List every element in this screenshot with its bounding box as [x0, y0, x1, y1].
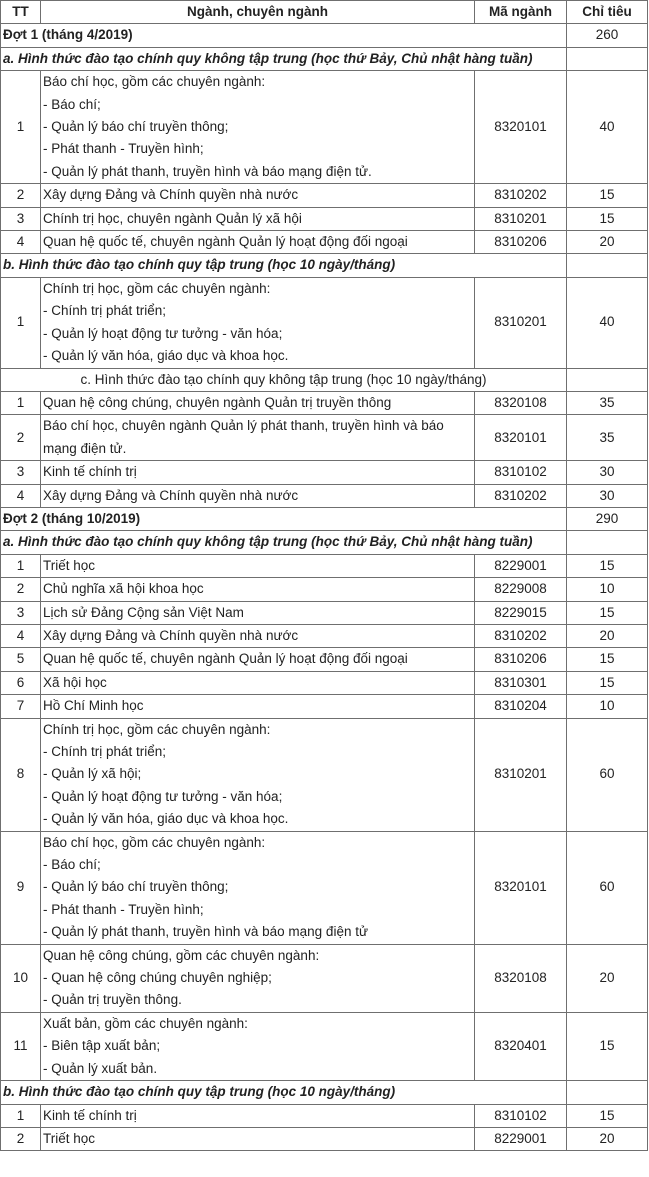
row-quota: 10	[567, 695, 648, 718]
program-line: Xây dựng Đảng và Chính quyền nhà nước	[43, 487, 299, 503]
row-tt: 1	[1, 554, 41, 577]
table-row	[1, 184, 648, 207]
program-line: - Quản lý xuất bản.	[43, 1060, 158, 1076]
row-tt: 8	[1, 718, 41, 831]
row-quota: 40	[567, 71, 648, 184]
row-program	[41, 578, 475, 601]
section-empty	[567, 531, 648, 554]
program-line: Quan hệ quốc tế, chuyên ngành Quản lý hoạt động đối ngoại	[43, 234, 408, 250]
row-tt: 4	[1, 624, 41, 647]
row-program	[41, 71, 475, 184]
program-line: Triết học	[43, 1130, 96, 1146]
program-line: Báo chí học, gồm các chuyên ngành:	[43, 834, 266, 850]
program-line: Quan hệ quốc tế, chuyên ngành Quản lý hoạt động đối ngoại	[43, 651, 408, 667]
row-quota: 40	[567, 277, 648, 368]
row-tt: 2	[1, 184, 41, 207]
table-row	[1, 578, 648, 601]
row-tt: 3	[1, 601, 41, 624]
row-program	[41, 277, 475, 368]
table-row	[1, 648, 648, 671]
row-program	[41, 944, 475, 1012]
row-program	[41, 415, 475, 461]
table-row	[1, 718, 648, 831]
program-line: Xã hội học	[43, 674, 107, 690]
table-row	[1, 71, 648, 184]
row-quota: 15	[567, 1012, 648, 1080]
section-title: a. Hình thức đào tạo chính quy không tập trung (học thứ Bảy, Chủ nhật hàng tuần)	[1, 47, 567, 70]
row-tt: 10	[1, 944, 41, 1012]
table-row	[1, 831, 648, 944]
row-program	[41, 671, 475, 694]
section-row	[1, 47, 648, 70]
row-quota: 15	[567, 601, 648, 624]
program-line: - Biên tập xuất bản;	[43, 1038, 161, 1054]
section-title: b. Hình thức đào tạo chính quy tập trung (học 10 ngày/tháng)	[1, 1081, 567, 1104]
row-quota: 20	[567, 624, 648, 647]
program-line: - Quan hệ công chúng chuyên nghiệp;	[43, 970, 272, 986]
row-code: 8310202	[475, 484, 567, 507]
row-program	[41, 207, 475, 230]
row-program	[41, 461, 475, 484]
row-code: 8310202	[475, 624, 567, 647]
row-program	[41, 554, 475, 577]
table-row	[1, 601, 648, 624]
col-header-ma: Mã ngành	[475, 1, 567, 24]
col-header-chitieu: Chỉ tiêu	[567, 1, 648, 24]
row-tt: 5	[1, 648, 41, 671]
program-line: Kinh tế chính trị	[43, 464, 137, 480]
section-row	[1, 368, 648, 391]
phase-row	[1, 24, 648, 47]
section-empty	[567, 1081, 648, 1104]
row-code: 8310102	[475, 461, 567, 484]
program-line: - Báo chí;	[43, 96, 101, 112]
program-line: - Quản trị truyền thông.	[43, 992, 182, 1008]
program-line: - Báo chí;	[43, 857, 101, 873]
program-line: - Quản lý văn hóa, giáo dục và khoa học.	[43, 811, 289, 827]
row-tt: 4	[1, 484, 41, 507]
row-program	[41, 1012, 475, 1080]
program-line: - Quản lý báo chí truyền thông;	[43, 119, 229, 135]
table-row	[1, 461, 648, 484]
table-row	[1, 554, 648, 577]
program-line: - Quản lý phát thanh, truyền hình và báo mạng điện tử.	[43, 163, 372, 179]
phase-total: 260	[567, 24, 648, 47]
program-line: - Quản lý hoạt động tư tưởng - văn hóa;	[43, 788, 283, 804]
row-code: 8310201	[475, 718, 567, 831]
row-code: 8320101	[475, 831, 567, 944]
row-quota: 15	[567, 207, 648, 230]
program-line: - Chính trị phát triển;	[43, 303, 167, 319]
section-title: a. Hình thức đào tạo chính quy không tập trung (học thứ Bảy, Chủ nhật hàng tuần)	[1, 531, 567, 554]
row-tt: 3	[1, 461, 41, 484]
phase-row	[1, 507, 648, 530]
col-header-nganh: Ngành, chuyên ngành	[41, 1, 475, 24]
row-program	[41, 1104, 475, 1127]
row-tt: 6	[1, 671, 41, 694]
row-tt: 2	[1, 1127, 41, 1150]
row-tt: 3	[1, 207, 41, 230]
row-program	[41, 648, 475, 671]
row-program	[41, 601, 475, 624]
row-program	[41, 718, 475, 831]
section-empty	[567, 254, 648, 277]
program-line: - Phát thanh - Truyền hình;	[43, 901, 204, 917]
phase-title: Đợt 2 (tháng 10/2019)	[1, 507, 567, 530]
row-tt: 2	[1, 578, 41, 601]
program-line: Lịch sử Đảng Cộng sản Việt Nam	[43, 604, 244, 620]
row-program	[41, 231, 475, 254]
row-code: 8310301	[475, 671, 567, 694]
program-line: Xuất bản, gồm các chuyên ngành:	[43, 1015, 248, 1031]
program-line: - Chính trị phát triển;	[43, 744, 167, 759]
row-quota: 10	[567, 578, 648, 601]
header-row	[1, 1, 648, 24]
row-program	[41, 831, 475, 944]
row-code: 8310201	[475, 207, 567, 230]
row-code: 8229015	[475, 601, 567, 624]
row-quota: 15	[567, 554, 648, 577]
program-line: Chính trị học, gồm các chuyên ngành:	[43, 721, 271, 737]
row-program	[41, 695, 475, 718]
program-line: Triết học	[43, 557, 96, 573]
col-header-tt: TT	[1, 1, 41, 24]
row-code: 8320108	[475, 391, 567, 414]
row-quota: 60	[567, 831, 648, 944]
program-line: Báo chí học, gồm các chuyên ngành:	[43, 74, 266, 90]
row-code: 8229008	[475, 578, 567, 601]
table-row	[1, 944, 648, 1012]
program-line: Chính trị học, chuyên ngành Quản lý xã hội	[43, 210, 302, 226]
row-tt: 9	[1, 831, 41, 944]
row-tt: 1	[1, 277, 41, 368]
row-code: 8320101	[475, 415, 567, 461]
program-line: - Quản lý báo chí truyền thông;	[43, 879, 229, 895]
table-row	[1, 231, 648, 254]
row-code: 8229001	[475, 1127, 567, 1150]
row-code: 8320101	[475, 71, 567, 184]
program-line: - Quản lý phát thanh, truyền hình và báo mạng điện tử	[43, 924, 368, 940]
row-tt: 11	[1, 1012, 41, 1080]
row-code: 8320108	[475, 944, 567, 1012]
program-line: Xây dựng Đảng và Chính quyền nhà nước	[43, 627, 299, 643]
section-title: c. Hình thức đào tạo chính quy không tập trung (học 10 ngày/tháng)	[1, 368, 567, 391]
program-line: Chính trị học, gồm các chuyên ngành:	[43, 280, 271, 296]
row-code: 8310206	[475, 648, 567, 671]
table-row	[1, 695, 648, 718]
program-line: Báo chí học, chuyên ngành Quản lý phát thanh, truyền hình và báo mạng điện tử.	[43, 418, 444, 456]
row-tt: 1	[1, 71, 41, 184]
program-line: - Phát thanh - Truyền hình;	[43, 141, 204, 157]
table-row	[1, 1012, 648, 1080]
section-empty	[567, 368, 648, 391]
program-line: - Quản lý hoạt động tư tưởng - văn hóa;	[43, 325, 283, 341]
row-quota: 30	[567, 461, 648, 484]
row-quota: 15	[567, 184, 648, 207]
row-quota: 60	[567, 718, 648, 831]
table-row	[1, 391, 648, 414]
table-row	[1, 1104, 648, 1127]
table-row	[1, 484, 648, 507]
row-tt: 2	[1, 415, 41, 461]
table-body	[1, 1, 648, 1151]
row-tt: 1	[1, 391, 41, 414]
row-quota: 15	[567, 671, 648, 694]
phase-total: 290	[567, 507, 648, 530]
row-code: 8310102	[475, 1104, 567, 1127]
row-quota: 35	[567, 415, 648, 461]
row-code: 8310201	[475, 277, 567, 368]
program-line: - Quản lý văn hóa, giáo dục và khoa học.	[43, 348, 289, 364]
row-program	[41, 1127, 475, 1150]
row-tt: 4	[1, 231, 41, 254]
row-quota: 20	[567, 1127, 648, 1150]
program-line: Quan hệ công chúng, gồm các chuyên ngành:	[43, 947, 320, 963]
program-line: - Quản lý xã hội;	[43, 766, 142, 782]
row-program	[41, 484, 475, 507]
section-title: b. Hình thức đào tạo chính quy tập trung (học 10 ngày/tháng)	[1, 254, 567, 277]
program-line: Quan hệ công chúng, chuyên ngành Quản trị truyền thông	[43, 394, 392, 410]
row-program	[41, 624, 475, 647]
program-line: Chủ nghĩa xã hội khoa học	[43, 581, 204, 597]
row-quota: 15	[567, 1104, 648, 1127]
table-row	[1, 415, 648, 461]
row-quota: 20	[567, 944, 648, 1012]
table-row	[1, 277, 648, 368]
row-code: 8229001	[475, 554, 567, 577]
row-code: 8320401	[475, 1012, 567, 1080]
section-row	[1, 254, 648, 277]
row-tt: 7	[1, 695, 41, 718]
section-row	[1, 1081, 648, 1104]
row-tt: 1	[1, 1104, 41, 1127]
row-code: 8310202	[475, 184, 567, 207]
table-row	[1, 671, 648, 694]
section-empty	[567, 47, 648, 70]
table-row	[1, 207, 648, 230]
program-line: Kinh tế chính trị	[43, 1107, 137, 1123]
row-code: 8310204	[475, 695, 567, 718]
row-program	[41, 391, 475, 414]
row-quota: 20	[567, 231, 648, 254]
phase-title: Đợt 1 (tháng 4/2019)	[1, 24, 567, 47]
table-row	[1, 1127, 648, 1150]
row-quota: 35	[567, 391, 648, 414]
program-line: Hồ Chí Minh học	[43, 698, 144, 714]
row-quota: 15	[567, 648, 648, 671]
program-line: Xây dựng Đảng và Chính quyền nhà nước	[43, 187, 299, 203]
row-quota: 30	[567, 484, 648, 507]
row-program	[41, 184, 475, 207]
section-row	[1, 531, 648, 554]
row-code: 8310206	[475, 231, 567, 254]
table-row	[1, 624, 648, 647]
